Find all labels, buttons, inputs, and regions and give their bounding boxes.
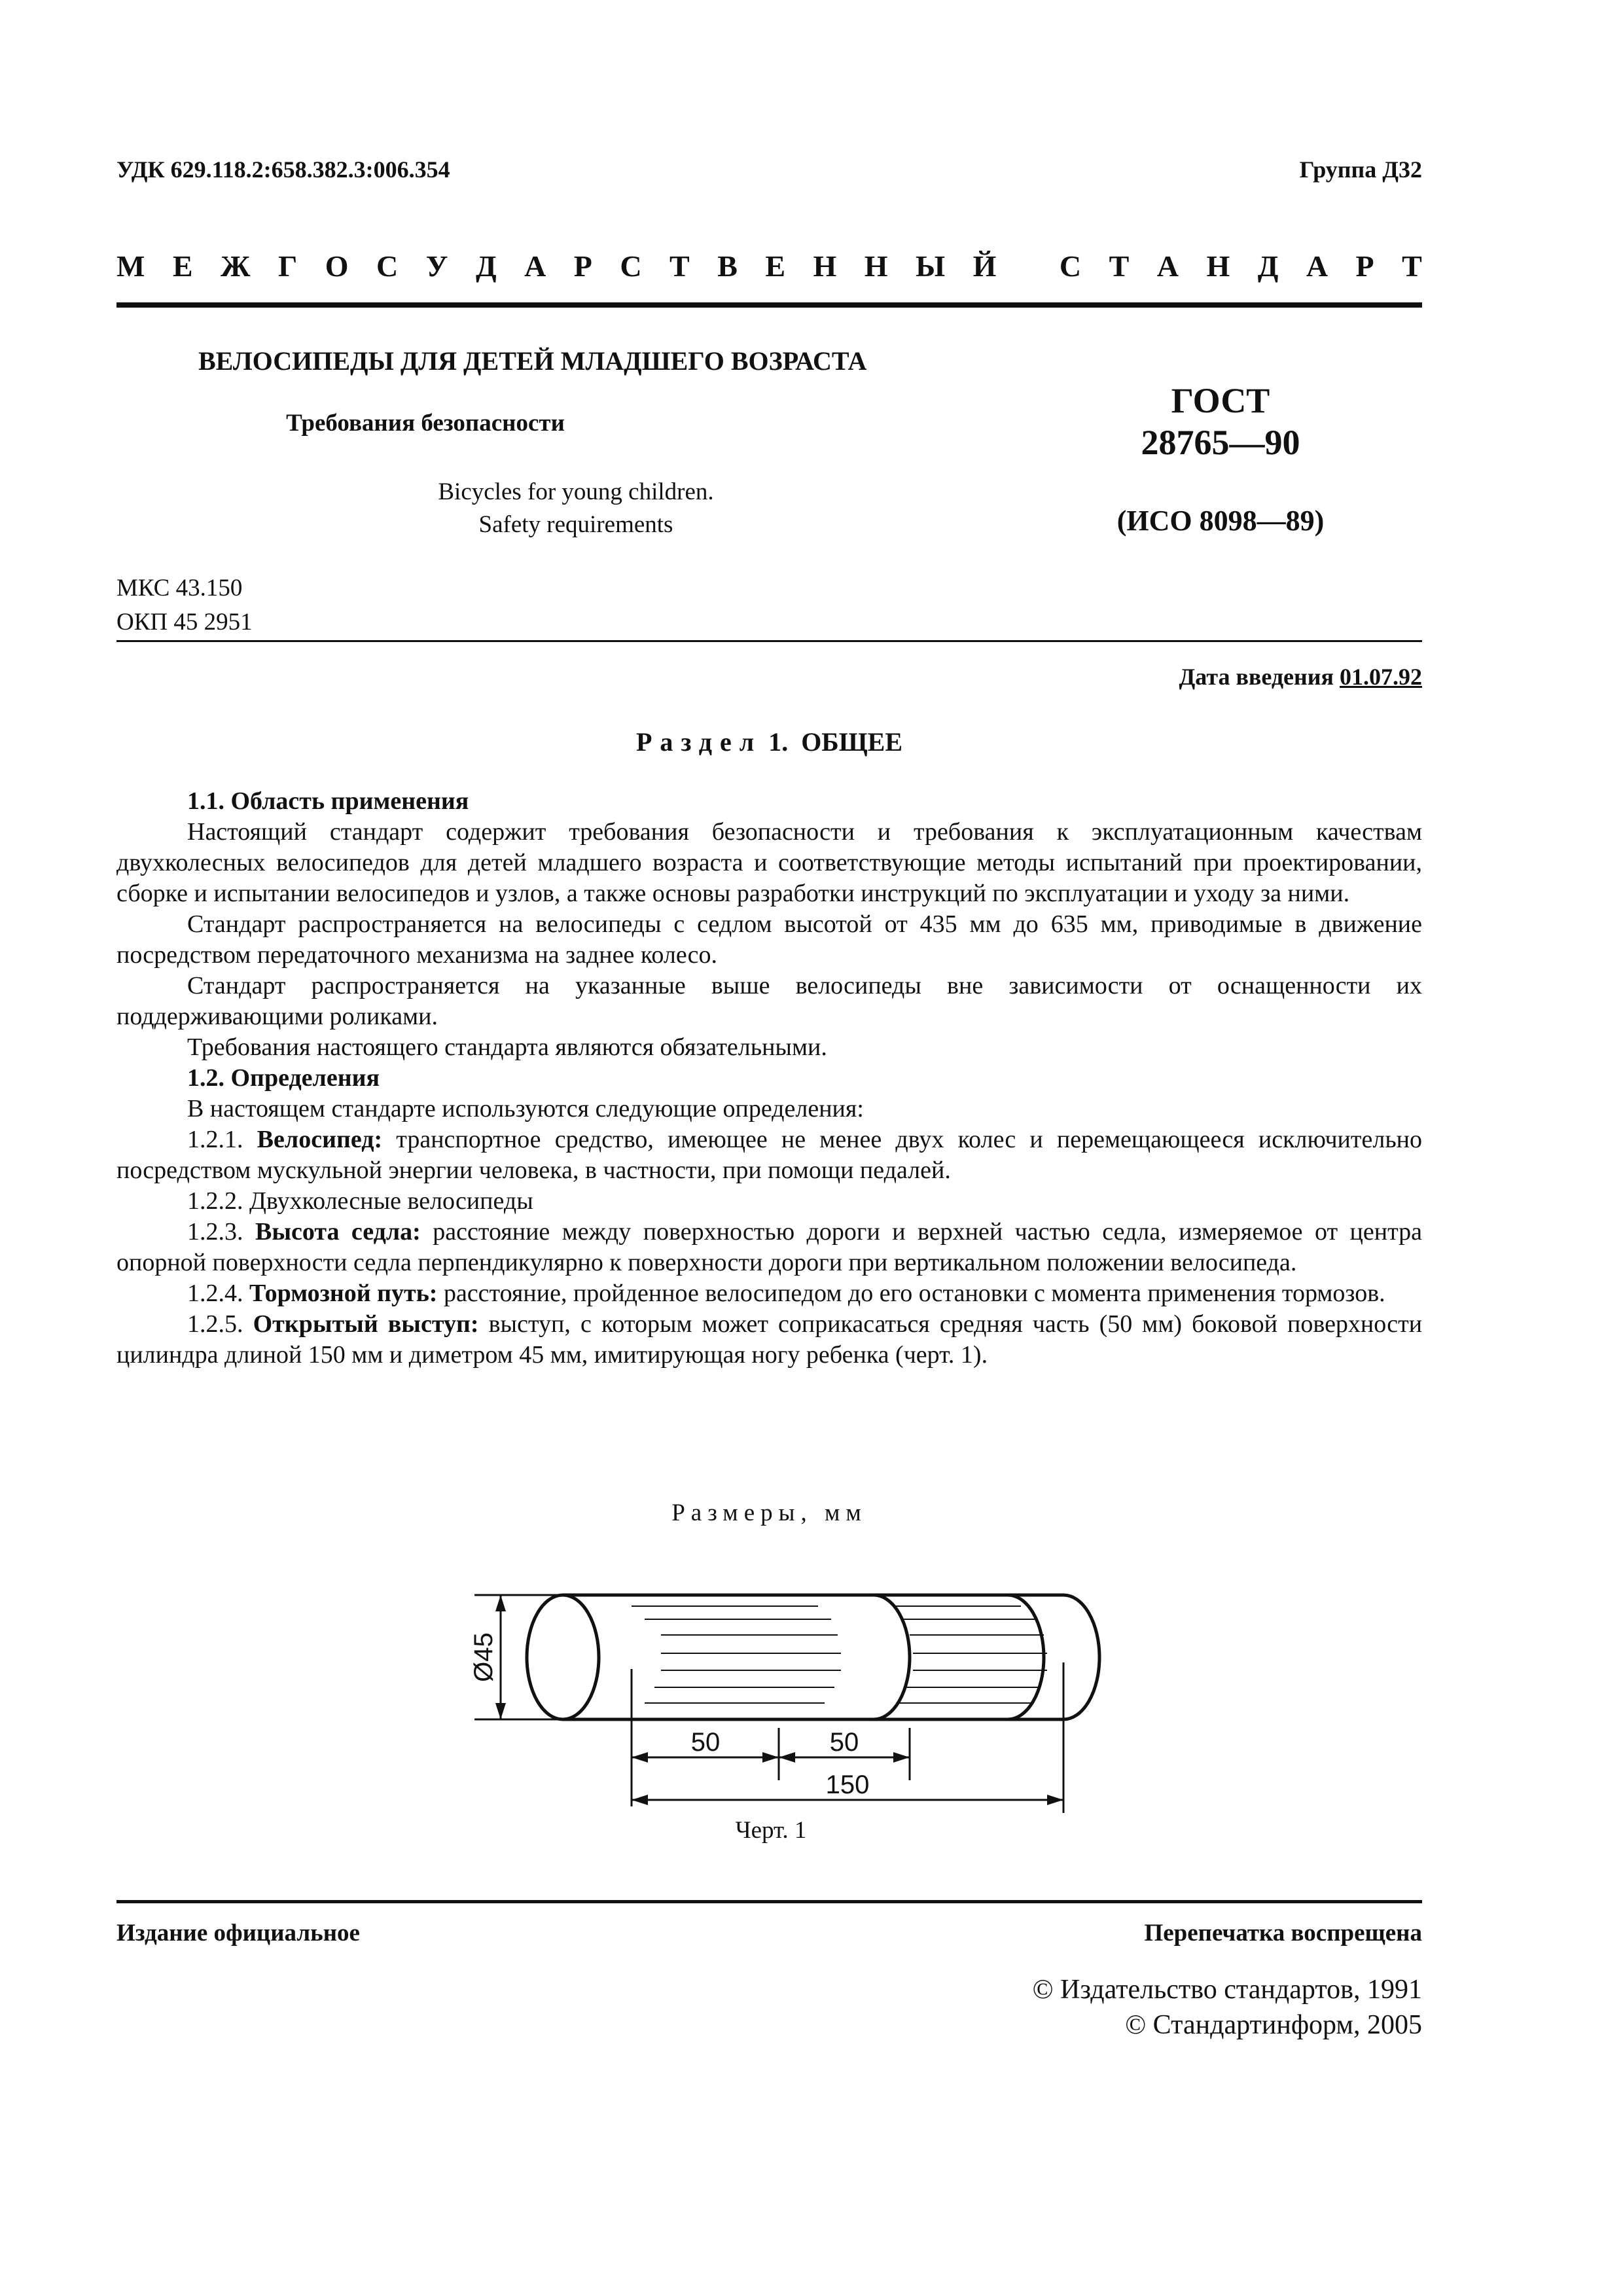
body-text: [116, 786, 1422, 1371]
udk-code: УДК 629.118.2:658.382.3:006.354: [116, 156, 450, 183]
english-title: [393, 476, 759, 541]
segment-arc-1: [874, 1595, 910, 1719]
group-code: Группа Д32: [1299, 156, 1422, 183]
definition-text: расстояние, пройденное велосипедом до его остановки с момента применения тормозов.: [443, 1280, 1385, 1307]
definition-number: 1.2.5.: [187, 1310, 243, 1338]
title-letter: Н: [813, 249, 837, 283]
definition-text: транспортное средство, имеющее не менее двух колес и перемещающееся исключительно посредством мускульной энергии человека, в частности, при помощи педалей.: [116, 1126, 1422, 1184]
codes-rule: [116, 640, 1422, 642]
footer-rule: [116, 1900, 1422, 1903]
copyright: [1033, 1972, 1422, 2043]
document-title: ВЕЛОСИПЕДЫ ДЛЯ ДЕТЕЙ МЛАДШЕГО ВОЗРАСТА: [198, 346, 867, 376]
title-letter: Г: [278, 249, 298, 283]
definition-number: 1.2.1.: [187, 1126, 243, 1153]
title-letter: Т: [669, 249, 690, 283]
title-letter: Т: [1402, 249, 1422, 283]
date-value: 01.07.92: [1340, 664, 1422, 690]
title-letter: Д: [1257, 249, 1279, 283]
section-heading: [116, 726, 1422, 757]
definition-term: Открытый выступ:: [253, 1310, 479, 1338]
segment-b-label: 50: [829, 1728, 859, 1757]
definition-number: 1.2.4.: [187, 1280, 243, 1307]
title-gap: [1024, 249, 1032, 283]
english-title-line: Safety requirements: [478, 511, 673, 538]
section-number: 1.: [768, 727, 789, 757]
header-rule: [116, 302, 1422, 308]
title-letter: Е: [765, 249, 786, 283]
title-letter: У: [425, 249, 448, 283]
diameter-label: Ø45: [469, 1632, 498, 1682]
official-edition: Издание официальное: [116, 1920, 360, 1946]
gost-block: [1073, 380, 1368, 463]
title-letter: М: [116, 249, 145, 283]
title-letter: Р: [1355, 249, 1374, 283]
definition-text: выступ, с которым может соприкасаться средняя часть (50 мм) боковой поверхности цилиндра длиной 150 мм и диметром 45 мм, имитирующая ногу ребенка (черт. 1).: [116, 1310, 1423, 1369]
subsection-heading: 1.2. Определения: [187, 1064, 380, 1092]
classification-codes: [116, 571, 253, 639]
hatch-lines: [632, 1606, 1047, 1703]
mks-code: МКС 43.150: [116, 575, 243, 601]
gost-label: ГОСТ: [1171, 381, 1270, 420]
title-letter: О: [325, 249, 349, 283]
section-prefix: Раздел: [635, 727, 762, 757]
segment-arc-2: [1008, 1595, 1044, 1719]
title-letter: Й: [972, 249, 997, 283]
english-title-line: Bicycles for young children.: [438, 478, 714, 505]
paragraph: Стандарт распространяется на велосипеды с седлом высотой от 435 мм до 635 мм, приводимые в движение посредством передаточного механизма на заднее колесо.: [116, 910, 1422, 969]
cylinder-front-face: [527, 1595, 599, 1719]
paragraph: В настоящем стандарте используются следующие определения:: [187, 1095, 864, 1122]
definition-text: расстояние между поверхностью дороги и верхней частью седла, измеряемое от центра опорной поверхности седла перпендикулярно к поверхности дороги при вертикальном положении велосипеда.: [116, 1218, 1423, 1276]
title-letter: Ж: [221, 249, 251, 283]
definition-term: Тормозной путь:: [249, 1280, 438, 1307]
section-name: ОБЩЕЕ: [801, 727, 903, 757]
title-letter: Н: [1206, 249, 1230, 283]
copyright-line: © Стандартинформ, 2005: [1125, 2010, 1422, 2040]
title-letter: Е: [172, 249, 193, 283]
definition: 1.2.2. Двухколесные велосипеды: [187, 1187, 533, 1215]
title-letter: Р: [573, 249, 592, 283]
title-letter: Т: [1109, 249, 1130, 283]
okp-code: ОКП 45 2951: [116, 609, 253, 636]
segment-a-label: 50: [690, 1728, 721, 1757]
subsection-heading: 1.1. Область применения: [187, 787, 469, 815]
interstate-standard-title: [116, 249, 1422, 283]
title-letter: А: [524, 249, 546, 283]
definition: [116, 1217, 1422, 1278]
cylinder-drawing: [432, 1538, 1152, 1813]
document-subtitle: Требования безопасности: [286, 410, 565, 437]
gost-number: 28765—90: [1141, 423, 1300, 462]
iso-reference: (ИСО 8098—89): [1116, 505, 1325, 537]
total-length-label: 150: [825, 1770, 870, 1799]
figure-caption: Черт. 1: [735, 1817, 807, 1844]
segment-arc-end: [1063, 1595, 1099, 1719]
effective-date: [1179, 663, 1423, 691]
definition-term: Велосипед:: [257, 1126, 383, 1153]
title-letter: А: [1306, 249, 1329, 283]
date-label: Дата введения: [1179, 664, 1334, 690]
reprint-prohibited: Перепечатка воспрещена: [1144, 1920, 1422, 1946]
paragraph: Требования настоящего стандарта являются обязательными.: [187, 1033, 827, 1061]
definition-term: Высота седла:: [255, 1218, 421, 1246]
title-letter: С: [620, 249, 642, 283]
definition-number: 1.2.3.: [187, 1218, 243, 1246]
paragraph: Стандарт распространяется на указанные выше велосипеды вне зависимости от оснащенности их поддерживающими роликами.: [116, 972, 1422, 1030]
title-letter: А: [1156, 249, 1179, 283]
title-letter: С: [376, 249, 399, 283]
definition: [116, 1278, 1422, 1309]
title-letter: С: [1059, 249, 1082, 283]
title-letter: Д: [475, 249, 497, 283]
definition: [116, 1309, 1422, 1371]
title-letter: Ы: [916, 249, 946, 283]
title-letter: Н: [864, 249, 888, 283]
copyright-line: © Издательство стандартов, 1991: [1032, 1975, 1422, 2005]
title-letter: В: [717, 249, 738, 283]
paragraph: Настоящий стандарт содержит требования безопасности и требования к эксплуатационным качествам двухколесных велосипедов для детей младшего возраста и соответствующие методы испытаний при проектировании, сборке и испытании велосипедов и узлов, а также основы разработки инструкций по эксплуатации и уходу за ними.: [116, 818, 1422, 907]
dimensions-caption: Размеры, мм: [671, 1499, 867, 1526]
definition: [116, 1124, 1422, 1186]
